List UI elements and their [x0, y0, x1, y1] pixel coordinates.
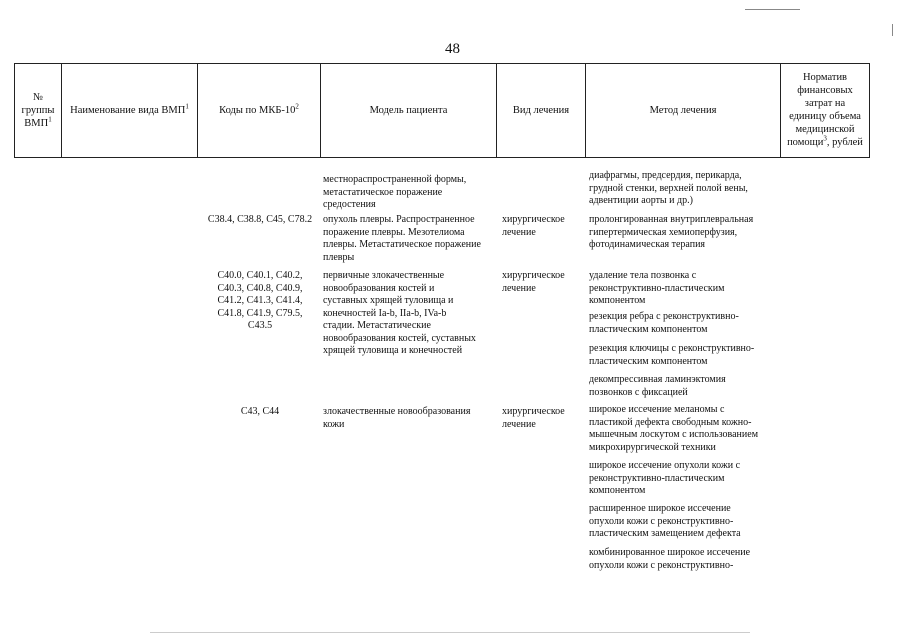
- row1-treatment-method: пролонгированная внутриплевральная гипертермическая хемиоперфузия, фотодинамическая терапия: [589, 214, 754, 250]
- row0-patient-model: местнораспространенной формы, метастатическое поражение средостения: [323, 174, 467, 210]
- row2-patient-model: первичные злокачественные новообразования костей и суставных хрящей туловища и конечностей Ia-b, IIa-b, IVa-b стадии. Метастатические новообразования костей, суставных хрящей туловища и конечностей: [323, 270, 476, 356]
- row3-patient-model: злокачественные новообразования кожи: [323, 406, 471, 430]
- scan-artifact: [150, 632, 750, 633]
- row1-icd-codes: C38.4, C38.8, C45, C78.2: [207, 214, 313, 225]
- row2-icd-codes: C40.0, C40.1, C40.2, C40.3, C40.8, C40.9, C41.2, C41.3, C41.4, C41.8, C41.9, C79.5, C43.5: [217, 270, 303, 331]
- row0-treatment-method: диафрагмы, предсердия, перикарда, грудной стенки, верхней полой вены, адвентиции аорты и др.): [589, 170, 748, 206]
- header-treatment-type: Вид лечения: [512, 104, 570, 116]
- row3-treatment-method: комбинированное широкое иссечение опухоли кожи с реконструктивно-: [589, 547, 751, 571]
- row3-treatment-method: расширенное широкое иссечение опухоли кожи с реконструктивно- пластическим замещением дефекта: [589, 503, 741, 539]
- row3-icd-codes: C43, C44: [240, 406, 280, 417]
- row3-treatment-type: хирургическое лечение: [502, 406, 565, 430]
- header-group-number: № группы ВМП$^1$: [21, 91, 55, 129]
- row1-patient-model: опухоль плевры. Распространенное поражение плевры. Мезотелиома плевры. Метастатическое поражение плевры: [323, 214, 481, 263]
- row2-treatment-type: хирургическое лечение: [502, 270, 565, 294]
- scan-artifact: [745, 9, 800, 10]
- row2-treatment-method: резекция ключицы с реконструктивно- пластическим компонентом: [589, 343, 755, 367]
- row2-treatment-method: удаление тела позвонка с реконструктивно-пластическим компонентом: [589, 270, 725, 306]
- row3-treatment-method: широкое иссечение меланомы с пластикой дефекта свободным кожно- мышечным лоскутом с использованием микрохирургической техники: [589, 404, 759, 453]
- row2-treatment-method: декомпрессивная ламинэктомия позвонков с фиксацией: [589, 374, 726, 398]
- row3-treatment-method: широкое иссечение опухоли кожи с реконструктивно-пластическим компонентом: [589, 460, 741, 496]
- header-divider: [869, 63, 870, 157]
- header-bottom-border: [14, 157, 870, 158]
- header-icd-codes: Коды по МКБ-$10^2$: [219, 102, 299, 116]
- scan-artifact: [892, 24, 893, 36]
- page-number: 48: [445, 41, 460, 57]
- header-patient-model: Модель пациента: [369, 104, 448, 116]
- row2-treatment-method: резекция ребра с реконструктивно- пластическим компонентом: [589, 311, 739, 335]
- header-cost-standard: Норматив финансовых затрат на единицу объема медицинской помощи$^3$, рублей: [787, 72, 863, 148]
- header-vmp-name: Наименование вида ВМП$^1$: [70, 102, 189, 116]
- header-treatment-method: Метод лечения: [649, 104, 717, 116]
- row1-treatment-type: хирургическое лечение: [502, 214, 565, 238]
